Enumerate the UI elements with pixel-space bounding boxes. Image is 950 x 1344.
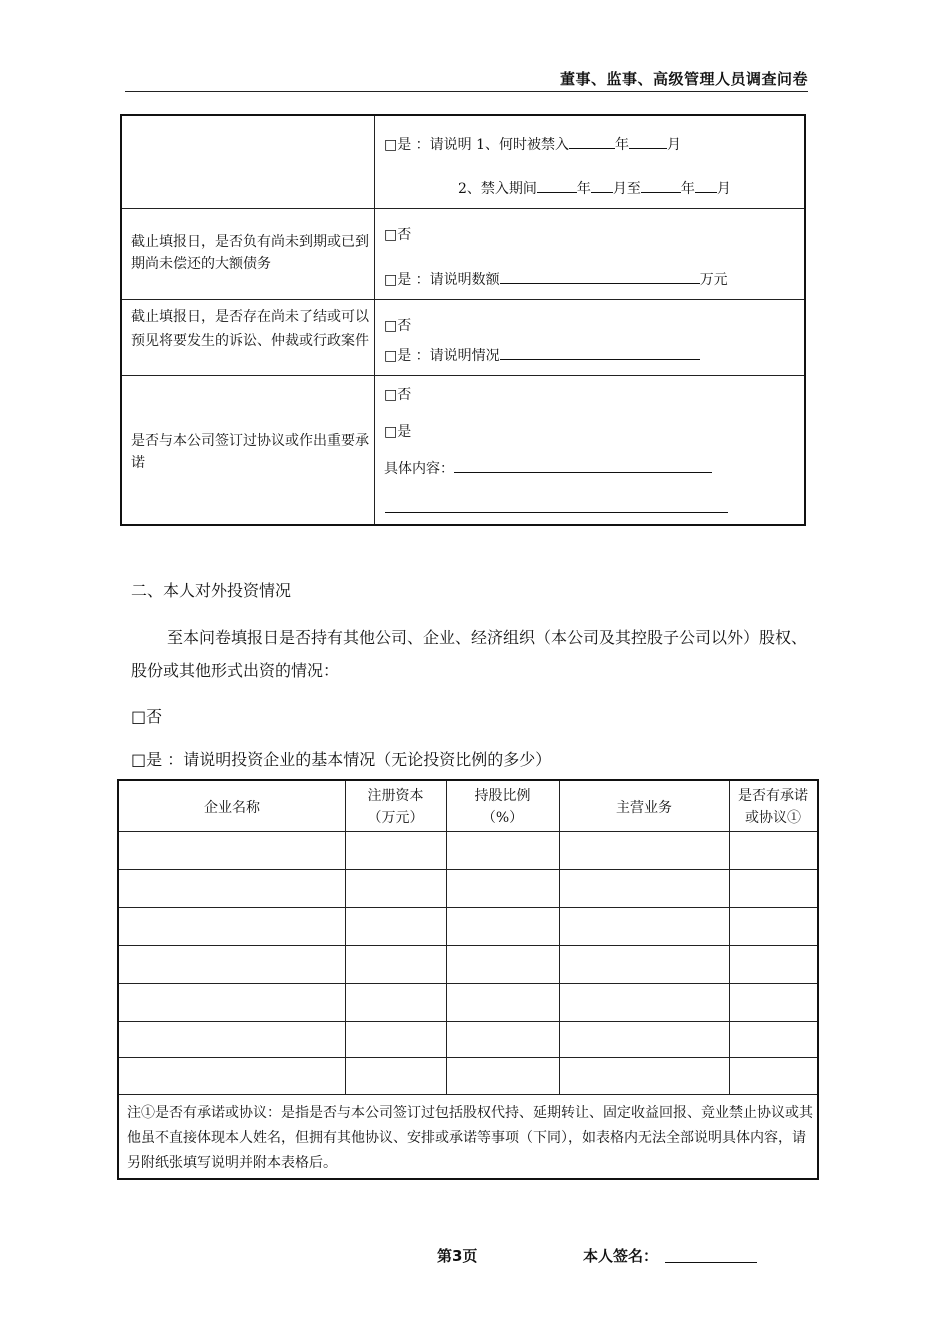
year-label: 年 [680,181,695,197]
debt-no-option[interactable]: □否 [384,227,412,243]
questionnaire-table [120,114,806,526]
header-divider [125,91,808,92]
agreement-no-option[interactable]: □否 [384,387,412,403]
header-line: 持股比例 [474,788,531,804]
header-line: （万元） [367,810,424,826]
litigation-yes-option[interactable]: □是 ：请说明情况 [384,348,500,364]
litigation-detail-blank[interactable] [500,345,700,360]
header-commitment [729,785,817,829]
investment-no-option[interactable]: □否 [131,707,163,726]
agreement-question: 是否与本公司签订过协议或作出重要承诺 [131,433,369,471]
month-label: 月 [667,137,682,153]
unit-label: 万元 [699,272,728,288]
column-divider [559,781,560,1095]
header-line: 或协议① [745,810,801,826]
agreement-detail-blank[interactable] [454,458,712,473]
page-header-title: 董事、监事、高级管理人员调查问卷 [559,70,808,88]
ban-month-blank[interactable] [629,134,667,149]
litigation-no-option[interactable]: □否 [384,318,412,334]
section-paragraph: 至本问卷填报日是否持有其他公司、企业、经济组织（本公司及其控股子公司以外）股权、股份或其他形式出资的情况： [131,628,808,680]
column-divider [374,116,375,524]
row-divider [122,299,804,300]
ban-yes-option[interactable]: □是 ：请说明 1、何时被禁入 [384,137,570,153]
ban-time-line [384,134,681,156]
period-start-month-blank[interactable] [591,178,613,193]
row-divider [119,1057,817,1058]
agreement-detail-blank-2[interactable] [385,512,728,513]
row-divider [119,831,817,832]
row-divider [119,945,817,946]
row-divider [119,869,817,870]
ban-period-line [458,178,731,200]
header-line: 注册资本 [367,788,424,804]
debt-yes-option[interactable]: □是 ：请说明数额 [384,272,500,288]
header-main-business: 主营业务 [616,800,672,816]
section-title: 二、本人对外投资情况 [131,581,292,600]
row-divider [122,375,804,376]
agreement-yes-option[interactable]: □是 [384,424,412,440]
detail-label: 具体内容： [384,461,454,477]
ban-period-label: 2、禁入期间 [458,181,537,197]
agreement-detail-line [384,458,712,480]
header-line: （%） [481,810,524,826]
header-company-name: 企业名称 [204,800,260,816]
header-shareholding-ratio [446,785,559,829]
investment-table [117,779,819,1180]
row-divider [119,1094,817,1095]
header-line: 是否有承诺 [738,788,808,804]
investment-yes-option[interactable]: □是 ：请说明投资企业的基本情况（无论投资比例的多少） [131,750,552,769]
litigation-yes-line [384,345,700,367]
period-end-month-blank[interactable] [695,178,717,193]
debt-amount-blank[interactable] [500,269,700,284]
signature-label: 本人签名： [583,1247,659,1265]
debt-yes-line [384,269,728,291]
litigation-question: 截止填报日，是否存在尚未了结或可以预见将要发生的诉讼、仲裁或行政案件 [131,309,369,349]
row-divider [122,208,804,209]
month-label: 月 [716,181,731,197]
ban-year-blank[interactable] [569,134,615,149]
year-label: 年 [615,137,630,153]
row-divider [119,983,817,984]
page-number: 第3页 [437,1247,478,1265]
row-divider [119,907,817,908]
period-start-year-blank[interactable] [537,178,577,193]
debt-question: 截止填报日，是否负有尚未到期或已到期尚未偿还的大额债务 [131,234,369,272]
row-divider [119,1021,817,1022]
period-end-year-blank[interactable] [641,178,681,193]
year-label: 年 [576,181,591,197]
table-footnote: 注①是否有承诺或协议：是指是否与本公司签订过包括股权代持、延期转让、固定收益回报、竞业禁止协议或其他虽不直接体现本人姓名，但拥有其他协议、安排或承诺等事项（下同），如表格内无法全部说明具体内容，请另附纸张填写说明并附本表格后。 [127,1105,813,1171]
month-to-label: 月至 [612,181,641,197]
signature-blank[interactable] [665,1262,757,1263]
header-registered-capital [345,785,446,829]
